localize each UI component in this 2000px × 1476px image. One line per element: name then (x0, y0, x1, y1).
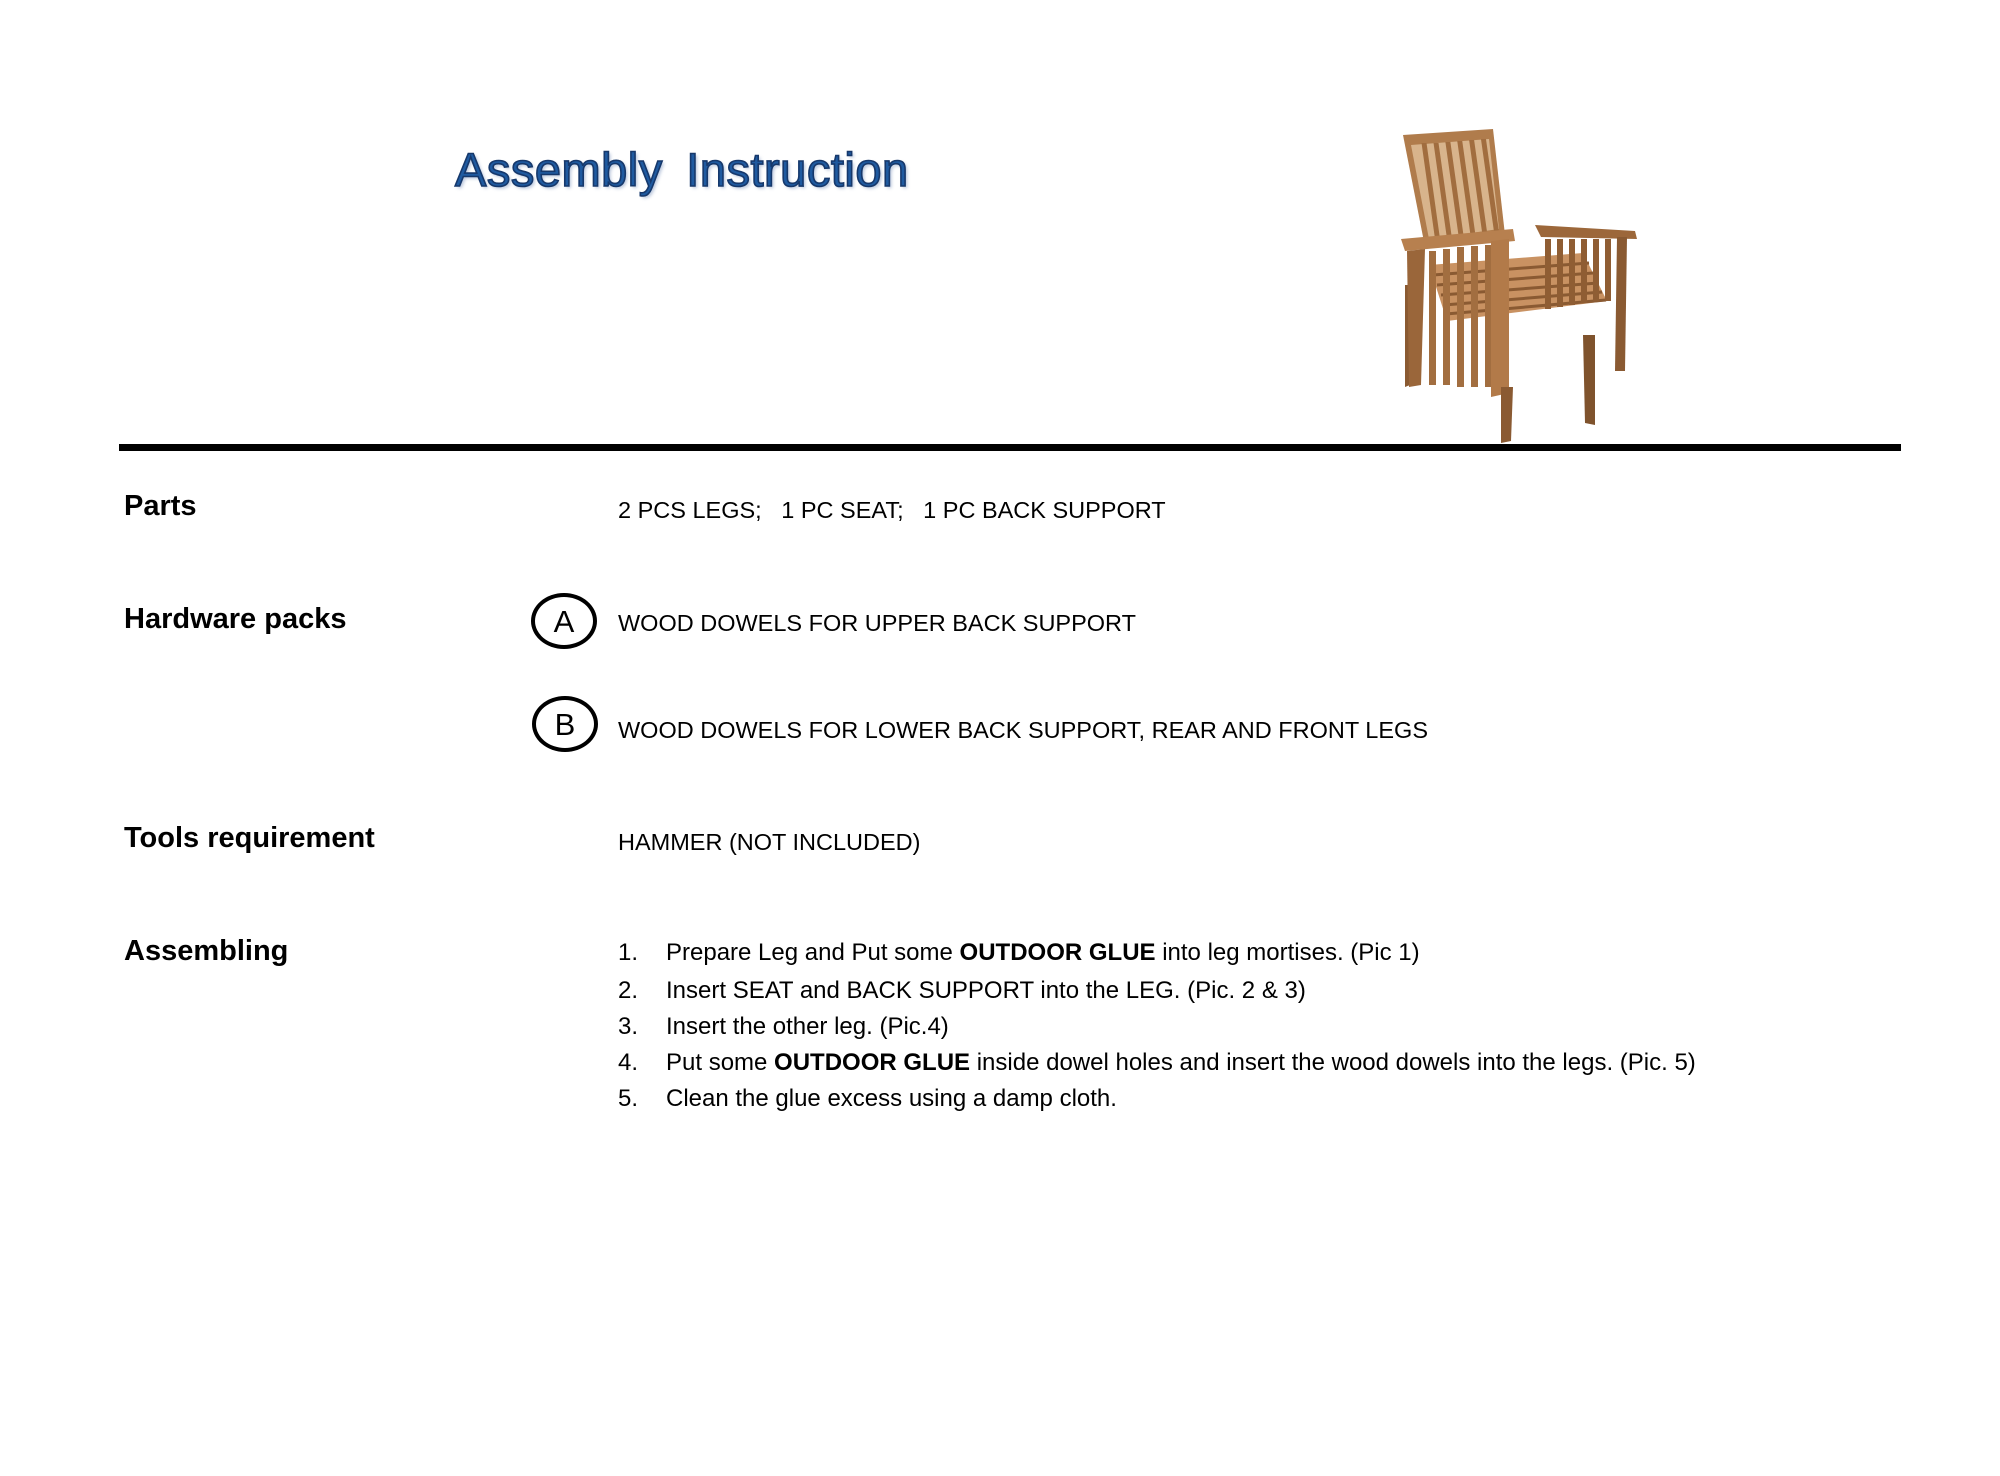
step-number: 2. (618, 977, 639, 1004)
step-text: Clean the glue excess using a damp cloth. (666, 1085, 1117, 1112)
step-number: 3. (618, 1013, 639, 1040)
assembling-label: Assembling (124, 935, 289, 967)
tools-label: Tools requirement (124, 822, 375, 854)
parts-label: Parts (124, 490, 197, 522)
step-number: 5. (618, 1085, 639, 1112)
pack-b-description: WOOD DOWELS FOR LOWER BACK SUPPORT, REAR AND FRONT LEGS (618, 717, 1429, 743)
pack-a-description: WOOD DOWELS FOR UPPER BACK SUPPORT (618, 610, 1136, 636)
parts-value: 2 PCS LEGS; 1 PC SEAT; 1 PC BACK SUPPORT (618, 497, 1166, 523)
document-title: Assembly Instruction (455, 143, 909, 196)
chair-illustration (1385, 125, 1645, 445)
step-number: 4. (618, 1049, 639, 1076)
tools-value: HAMMER (NOT INCLUDED) (618, 829, 921, 855)
step-text: Prepare Leg and Put some OUTDOOR GLUE into leg mortises. (Pic 1) (666, 939, 1420, 966)
step-text: Insert the other leg. (Pic.4) (666, 1013, 949, 1040)
step-number: 1. (618, 939, 639, 966)
pack-a-badge: A (531, 593, 597, 649)
glue-emphasis: OUTDOOR GLUE (959, 939, 1156, 966)
step-text: Put some OUTDOOR GLUE inside dowel holes and insert the wood dowels into the legs. (Pic. 5) (666, 1049, 1696, 1076)
pack-b-badge: B (532, 696, 598, 752)
section-divider (119, 444, 1901, 451)
step-text: Insert SEAT and BACK SUPPORT into the LEG. (Pic. 2 & 3) (666, 977, 1306, 1004)
hardware-label: Hardware packs (124, 603, 347, 635)
glue-emphasis: OUTDOOR GLUE (774, 1049, 971, 1076)
